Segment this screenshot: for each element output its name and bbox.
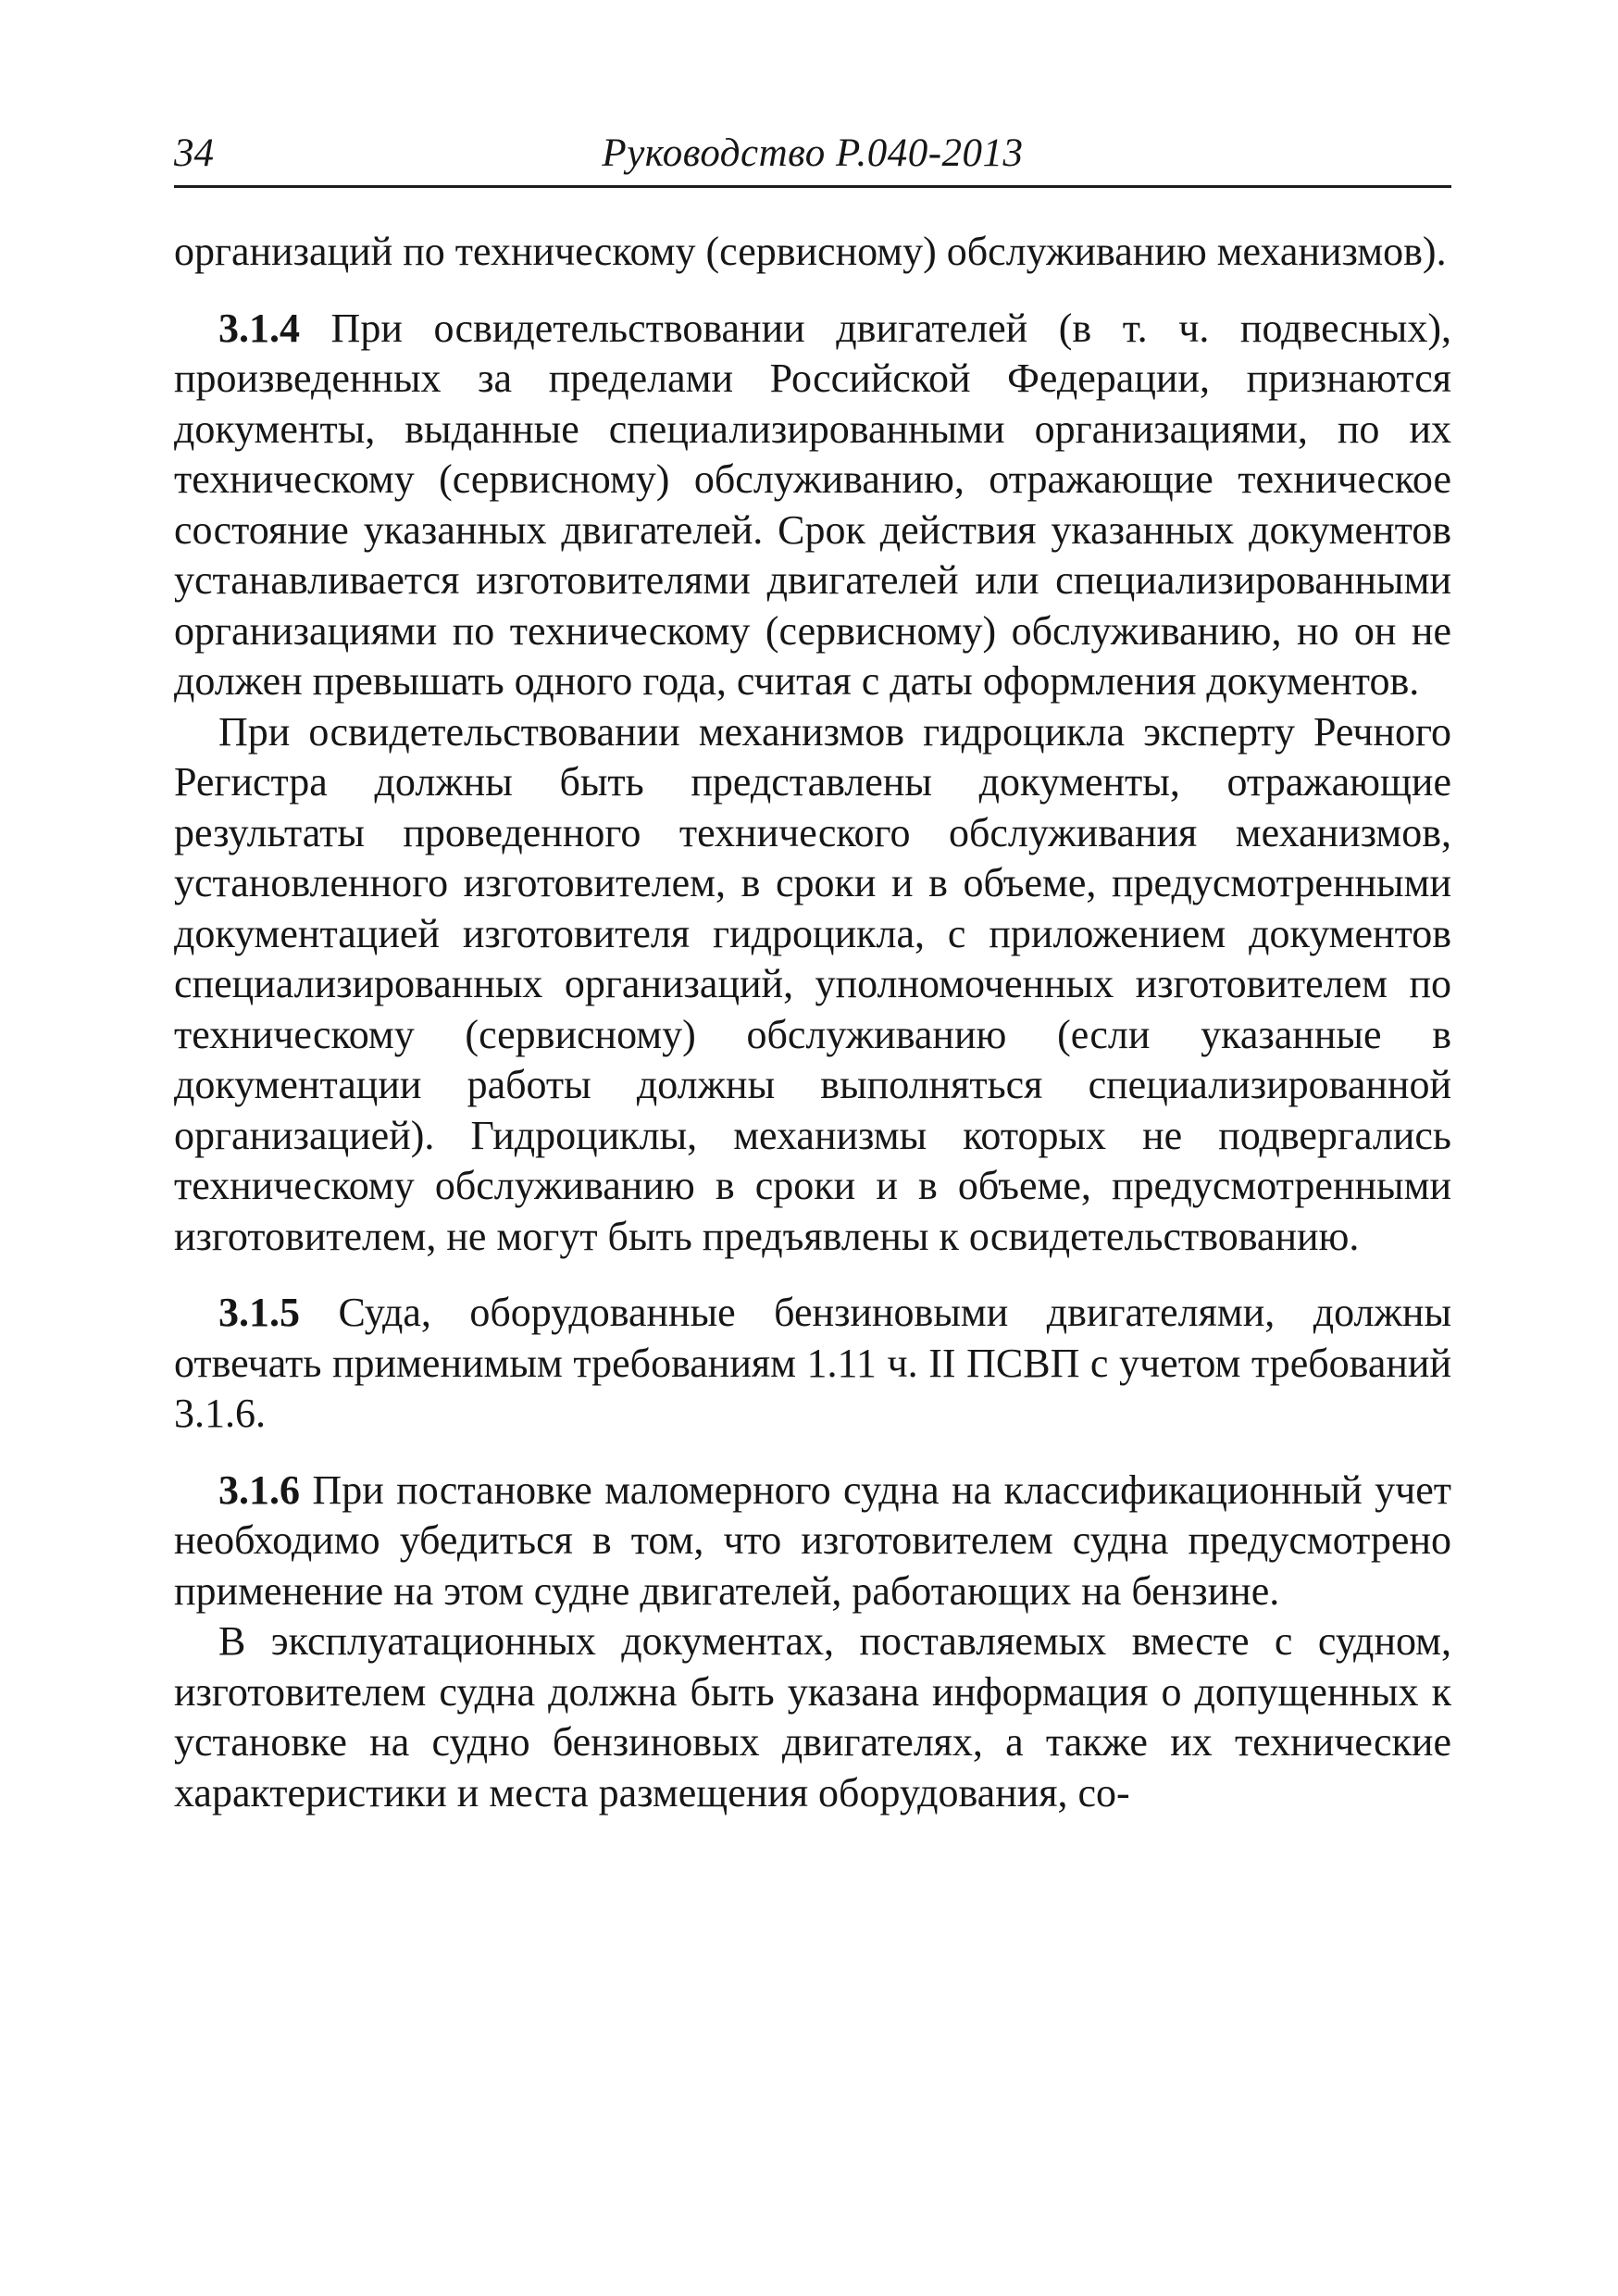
- paragraph-text: В эксплуатационных документах, поставляемых вместе с судном, изготовителем судна должна быть указана информация о допущенных к установке на судно бензиновых двигателях, а также их технические характеристики и места размещения оборудования, со-: [174, 1618, 1451, 1816]
- clause-number: 3.1.4: [218, 305, 300, 351]
- running-title: Руководство Р.040-2013: [602, 131, 1024, 175]
- clause-number: 3.1.6: [218, 1466, 300, 1513]
- paragraph-clause-3-1-6: [174, 1466, 1451, 1617]
- paragraph-text: организаций по техническому (сервисному) обслуживанию механизмов).: [174, 229, 1447, 274]
- paragraph-text: Суда, оборудованные бензиновыми двигателями, должны отвечать применимым требованиям 1.11 ч. II ПСВП с учетом требований 3.1.6.: [174, 1290, 1451, 1436]
- paragraph-text: При освидетельствовании двигателей (в т. ч. подвесных), произведенных за пределами Российской Федерации, признаются документы, выданные специализированными организациями, по их техническому (сервисному) обслуживанию, отражающие техническое состояние указанных двигателей. Срок действия указанных документов устанавливается изготовителями двигателей или специализированными организациями по техническому (сервисному) обслуживанию, но он не должен превышать одного года, считая с даты оформления документов.: [174, 305, 1451, 704]
- page-header: [174, 128, 1451, 188]
- paragraph-text: При постановке маломерного судна на классификационный учет необходимо убедиться в том, что изготовителем судна предусмотрено применение на этом судне двигателей, работающих на бензине.: [174, 1466, 1451, 1614]
- body-text: [174, 227, 1451, 1818]
- paragraph-clause-3-1-5: [174, 1288, 1451, 1440]
- paragraph-jet-ski-survey: [174, 707, 1451, 1263]
- paragraph-continuation: [174, 227, 1451, 278]
- clause-number: 3.1.5: [218, 1290, 300, 1335]
- page-number: 34: [174, 131, 214, 175]
- paragraph-clause-3-1-4: [174, 304, 1451, 707]
- paragraph-operating-documents: [174, 1616, 1451, 1818]
- paragraph-text: При освидетельствовании механизмов гидроцикла эксперту Речного Регистра должны быть представлены документы, отражающие результаты проведенного технического обслуживания механизмов, установленного изготовителем, в сроки и в объеме, предусмотренными документацией изготовителя гидроцикла, с приложением документов специализированных организаций, уполномоченных изготовителем по техническому (сервисному) обслуживанию (если указанные в документации работы должны выполняться специализированной организацией). Гидроциклы, механизмы которых не подвергались техническому обслуживанию в сроки и в объеме, предусмотренными изготовителем, не могут быть предъявлены к освидетельствованию.: [174, 708, 1451, 1259]
